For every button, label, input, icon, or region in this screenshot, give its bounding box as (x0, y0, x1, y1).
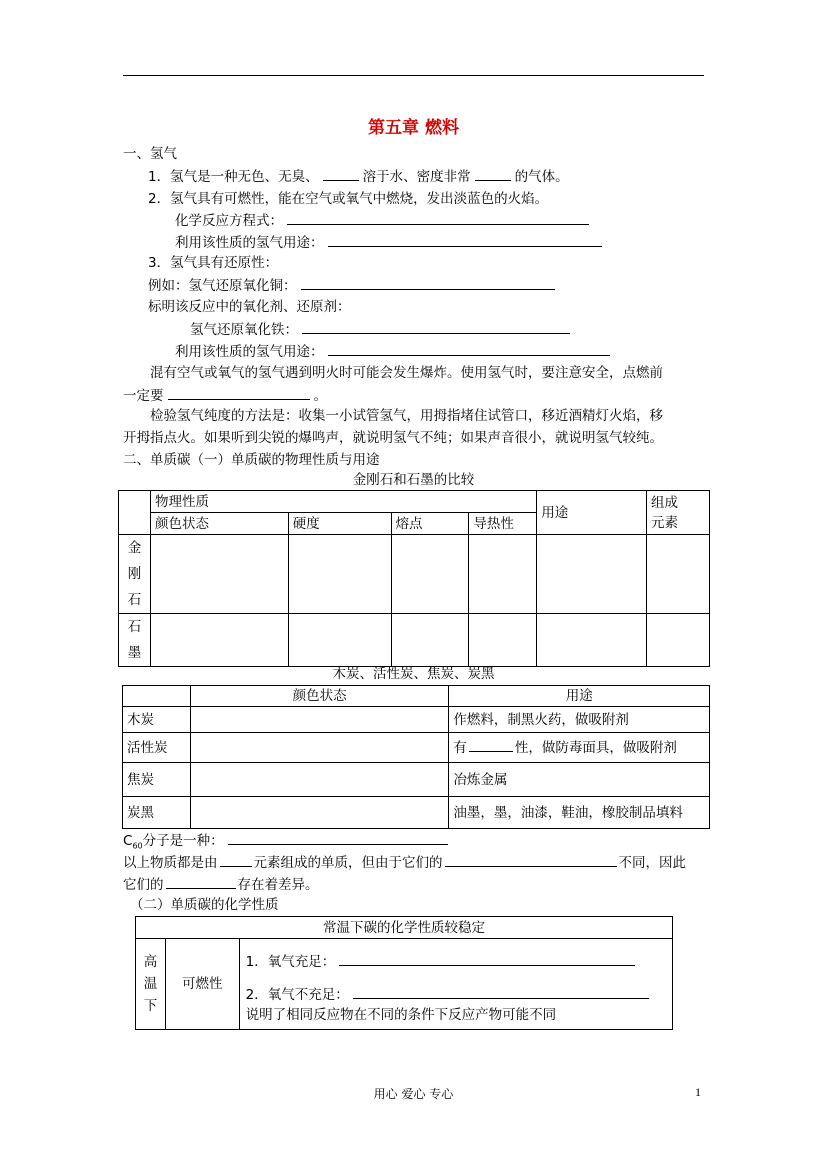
cell (190, 797, 449, 829)
paragraph-1-b: 元素组成的单质，但由于它们的 (253, 855, 443, 871)
page-title: 第五章 燃料 (368, 118, 459, 138)
carbon-forms-table (122, 685, 710, 829)
line-8-label: 氢气还原氧化铁： (190, 322, 298, 338)
blank-7 (328, 341, 610, 356)
cell (190, 763, 449, 797)
line-13: 开拇指点火。如果听到尖锐的爆鸣声，就说明氢气不纯；如果声音很小，就说明氢气较纯。 (123, 430, 663, 446)
section-1-heading: 一、氢气 (123, 146, 177, 162)
paragraph-2 (123, 874, 319, 895)
header-element-1: 组成 (651, 494, 679, 511)
c60-c: C (123, 833, 133, 849)
blank-15 (353, 984, 649, 999)
line-4 (175, 232, 602, 253)
page-number: 1 (695, 1085, 701, 1099)
diamond-char-3: 石 (127, 592, 142, 608)
oxygen-sufficient-line (246, 951, 666, 972)
row-charcoal-use: 作燃料，制黑火药，做吸附剂 (449, 707, 710, 733)
activated-use-a: 有 (453, 740, 467, 756)
flammability-details (239, 939, 672, 1030)
line-1-b: 溶于水、密度非常 (362, 169, 471, 185)
line-1 (148, 166, 569, 187)
diamond-char-1: 金 (127, 540, 142, 556)
blank-11 (220, 852, 252, 867)
cell (537, 614, 647, 667)
row-diamond-label (119, 535, 151, 614)
line-1-a: 1．氢气是一种无色、无臭、 (148, 169, 319, 185)
cell (647, 614, 710, 667)
header-color-state: 颜色状态 (190, 686, 449, 707)
header-heat: 导热性 (469, 513, 537, 535)
row-coke-use: 冶炼金属 (449, 763, 710, 797)
cell (647, 535, 710, 614)
line-11 (123, 385, 327, 406)
blank-8 (168, 385, 310, 400)
blank-12 (445, 852, 617, 867)
flammability-label: 可燃性 (165, 939, 239, 1030)
line-9 (175, 341, 610, 362)
cell (288, 614, 391, 667)
conclusion-text: 说明了相同反应物在不同的条件下反应产物可能不同 (245, 1007, 557, 1023)
paragraph-2-b: 存在着差异。 (237, 877, 319, 893)
header-element (647, 491, 710, 535)
section-2-heading: 二、单质碳（一）单质碳的物理性质与用途 (123, 452, 380, 468)
chemical-properties-table (135, 916, 673, 1030)
blank-6 (302, 319, 570, 334)
row-activated-name: 活性炭 (123, 733, 191, 763)
header-color: 颜色状态 (150, 513, 288, 535)
header-rule (123, 75, 704, 76)
oxygen-sufficient-label: 1．氧气充足： (245, 954, 336, 970)
header-element-2: 元素 (651, 514, 679, 531)
cell (391, 614, 469, 667)
cell (469, 535, 537, 614)
blank-9 (469, 737, 513, 752)
line-4-label: 利用该性质的氢气用途： (175, 235, 324, 251)
cell (123, 686, 191, 707)
activated-use-b: 性，做防毒面具，做吸附剂 (514, 740, 677, 756)
paragraph-2-a: 它们的 (123, 877, 164, 893)
high-temp-char-1: 高 (143, 954, 158, 970)
blank-14 (339, 951, 635, 966)
header-usage: 用途 (449, 686, 710, 707)
cell (150, 535, 288, 614)
line-11-b: 。 (313, 388, 327, 404)
diamond-char-2: 刚 (127, 566, 142, 582)
table-1-caption: 金刚石和石墨的比较 (352, 472, 475, 488)
row-activated-use (449, 733, 710, 763)
table-2-caption: 木炭、活性炭、焦炭、炭黑 (332, 666, 495, 682)
blank-1 (323, 166, 359, 181)
line-12: 检验氢气纯度的方法是：收集一小试管氢气，用拇指堵住试管口，移近酒精灯火焰，移 (150, 408, 663, 424)
header-physical: 物理性质 (150, 491, 536, 513)
line-2: 2．氢气具有可燃性，能在空气或氧气中燃烧，发出淡蓝色的火焰。 (148, 191, 549, 207)
row-carbon-black-use: 油墨，墨，油漆，鞋油，橡胶制品填料 (449, 797, 710, 829)
line-11-a: 一定要 (123, 388, 164, 404)
line-9-label: 利用该性质的氢气用途： (175, 344, 324, 360)
row-coke-name: 焦炭 (123, 763, 191, 797)
high-temp-label (136, 939, 166, 1030)
graphite-char-2: 墨 (127, 645, 142, 661)
line-7: 标明该反应中的氧化剂、还原剂： (148, 299, 351, 315)
oxygen-insufficient-label: 2．氧气不充足： (245, 987, 349, 1003)
footer: 用心 爱心 专心 (373, 1087, 454, 1101)
cell (190, 733, 449, 763)
cell (190, 707, 449, 733)
row-carbon-black-name: 炭黑 (123, 797, 191, 829)
line-5: 3．氢气具有还原性： (148, 255, 279, 271)
blank-4 (328, 232, 602, 247)
blank-13 (166, 874, 236, 889)
header-use: 用途 (537, 491, 647, 535)
cell (391, 535, 469, 614)
line-6 (148, 275, 555, 296)
blank-10 (228, 830, 448, 845)
row-charcoal-name: 木炭 (123, 707, 191, 733)
diamond-graphite-table (118, 490, 710, 667)
high-temp-char-2: 温 (143, 976, 158, 992)
oxygen-insufficient-line (246, 984, 666, 1005)
line-3-label: 化学反应方程式： (175, 213, 283, 229)
high-temp-char-3: 下 (143, 998, 158, 1014)
c60-text: 分子是一种： (142, 833, 224, 849)
cell (469, 614, 537, 667)
subsection-heading: （二）单质碳的化学性质 (130, 897, 279, 913)
line-8 (190, 319, 570, 340)
graphite-char-1: 石 (127, 619, 142, 635)
paragraph-1-c: 不同，因此 (618, 855, 686, 871)
blank-3 (287, 210, 589, 225)
header-hardness: 硬度 (288, 513, 391, 535)
corner-cell (119, 491, 151, 535)
table-3-header: 常温下碳的化学性质较稳定 (136, 917, 673, 939)
cell (288, 535, 391, 614)
line-6-label: 例如：氢气还原氧化铜： (148, 278, 297, 294)
paragraph-1-a: 以上物质都是由 (123, 855, 218, 871)
paragraph-1 (123, 852, 686, 873)
cell (150, 614, 288, 667)
header-melting: 熔点 (391, 513, 469, 535)
blank-2 (475, 166, 511, 181)
cell (537, 535, 647, 614)
line-1-c: 的气体。 (514, 169, 569, 185)
c60-subscript: 60 (132, 841, 143, 851)
line-3 (175, 210, 589, 231)
line-10: 混有空气或氧气的氢气遇到明火时可能会发生爆炸。使用氢气时，要注意安全，点燃前 (150, 365, 663, 381)
row-graphite-label (119, 614, 151, 667)
blank-5 (301, 275, 555, 290)
